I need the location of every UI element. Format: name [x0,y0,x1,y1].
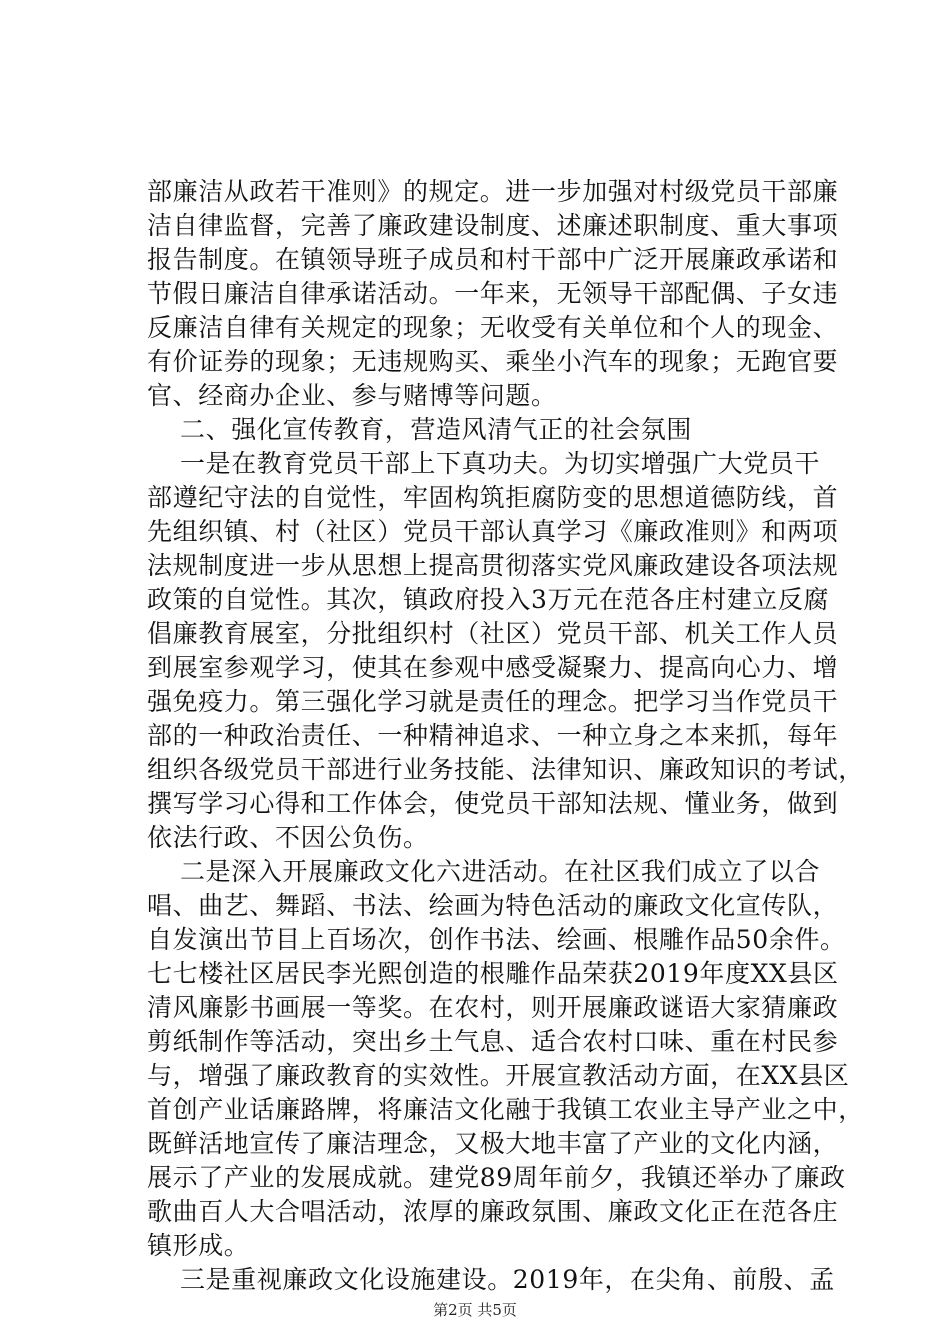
text-line: 清风廉影书画展一等奖。在农村，则开展廉政谜语大家猜廉政 [147,993,839,1022]
text-line: 部廉洁从政若干准则》的规定。进一步加强对村级党员干部廉 [147,177,839,206]
text-line: 既鲜活地宣传了廉洁理念，又极大地丰富了产业的文化内涵， [147,1129,839,1158]
text-line: 歌曲百人大合唱活动，浓厚的廉政氛围、廉政文化正在范各庄 [147,1197,839,1226]
text-line: 与，增强了廉政教育的实效性。开展宣教活动方面，在XX县区 [147,1061,850,1090]
text-line: 首创产业话廉路牌，将廉洁文化融于我镇工农业主导产业之中， [147,1095,864,1124]
text-line: 反廉洁自律有关规定的现象；无收受有关单位和个人的现金、 [147,313,839,342]
text-line: 法规制度进一步从思想上提高贯彻落实党风廉政建设各项法规 [147,551,839,580]
text-line: 报告制度。在镇领导班子成员和村干部中广泛开展廉政承诺和 [147,245,839,274]
text-line: 倡廉教育展室，分批组织村（社区）党员干部、机关工作人员 [147,619,839,648]
text-line: 自发演出节目上百场次，创作书法、绘画、根雕作品50余件。 [147,925,846,954]
text-line: 节假日廉洁自律承诺活动。一年来，无领导干部配偶、子女违 [147,279,839,308]
section-heading: 二、强化宣传教育，营造风清气正的社会氛围 [180,415,693,444]
text-line: 唱、曲艺、舞蹈、书法、绘画为特色活动的廉政文化宣传队， [147,891,839,920]
paragraph-start: 一是在教育党员干部上下真功夫。为切实增强广大党员干 [180,449,821,478]
text-line: 先组织镇、村（社区）党员干部认真学习《廉政准则》和两项 [147,517,839,546]
text-line: 镇形成。 [147,1231,250,1260]
page-footer: 第2页 共5页 [433,1301,517,1319]
text-line: 七七楼社区居民李光熙创造的根雕作品荣获2019年度XX县区 [147,959,839,988]
text-line: 部遵纪守法的自觉性，牢固构筑拒腐防变的思想道德防线，首 [147,483,839,512]
text-line: 展示了产业的发展成就。建党89周年前夕，我镇还举办了廉政 [147,1163,846,1192]
text-line: 组织各级党员干部进行业务技能、法律知识、廉政知识的考试， [147,755,864,784]
paragraph-start: 三是重视廉政文化设施建设。2019年，在尖角、前殷、孟 [180,1265,835,1294]
text-line: 有价证券的现象；无违规购买、乘坐小汽车的现象；无跑官要 [147,347,839,376]
text-line: 剪纸制作等活动，突出乡土气息、适合农村口味、重在村民参 [147,1027,839,1056]
text-line: 官、经商办企业、参与赌博等问题。 [147,381,557,410]
text-line: 撰写学习心得和工作体会，使党员干部知法规、懂业务，做到 [147,789,839,818]
text-line: 依法行政、不因公负伤。 [147,823,429,852]
text-line: 到展室参观学习，使其在参观中感受凝聚力、提高向心力、增 [147,653,839,682]
text-line: 部的一种政治责任、一种精神追求、一种立身之本来抓，每年 [147,721,839,750]
text-line: 强免疫力。第三强化学习就是责任的理念。把学习当作党员干 [147,687,839,716]
text-line: 政策的自觉性。其次，镇政府投入3万元在范各庄村建立反腐 [147,585,830,614]
text-line: 洁自律监督，完善了廉政建设制度、述廉述职制度、重大事项 [147,211,839,240]
paragraph-start: 二是深入开展廉政文化六进活动。在社区我们成立了以合 [180,857,821,886]
